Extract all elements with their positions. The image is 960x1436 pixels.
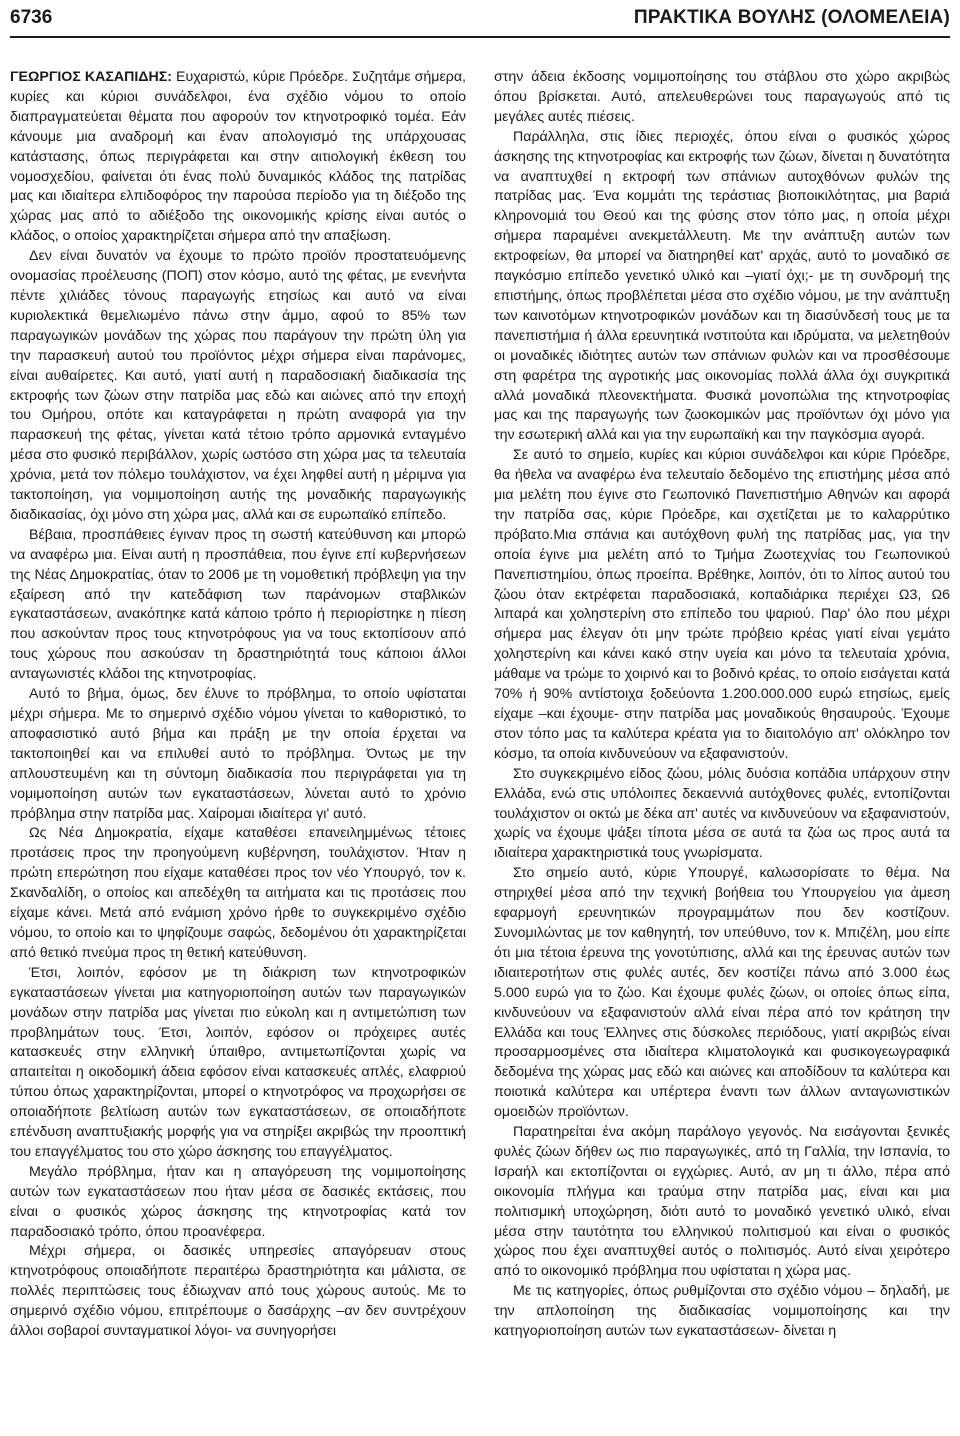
page-number: 6736 xyxy=(10,7,53,28)
paragraph: Με τις κατηγορίες, όπως ρυθμίζονται στο σχέδιο νόμου – δηλαδή, με την απλοποίηση της διαδικασίας νομιμοποίησης και την κατηγοριοποίηση αυτών των εγκαταστάσεων- δίνεται η xyxy=(494,1283,950,1340)
paragraph: Αυτό το βήμα, όμως, δεν έλυνε το πρόβλημα, το οποίο υφίσταται μέχρι σήμερα. Με το σημερινό σχέδιο νόμου γίνεται το καθοριστικό, το αποφασιστικό αυτό βήμα και πράξη με την οποία έρχεται να τακτοποιηθεί και να επιλυθεί αυτό το πρόβλημα. Όντως με την απλουστευμένη και τη σύντομη διαδικασία που περιγράφεται για τη νομιμοποίηση αυτών των εγκαταστάσεων, λύνεται αυτό το χρόνιο πρόβλημα στην πατρίδα μας. Χαίρομαι ιδιαίτερα γι' αυτό. xyxy=(10,686,466,822)
paragraph: Δεν είναι δυνατόν να έχουμε το πρώτο προϊόν προστατευόμενης ονομασίας προέλευσης (ΠΟΠ) στον κόσμο, αυτό της φέτας, με ενενήντα πέντε χιλιάδες τόνους παραγωγής ετησίως και αυτό να είναι κυριολεκτικά θεμελιωμένο πάνω στην άμμο, αφού το 85% των παραγωγικών μονάδων της χώρας που παράγουν την πρώτη ύλη για την παρασκευή αυτού του προϊόντος μέχρι σήμερα είναι παράνομες, είναι αυθαίρετες. Και αυτό, γιατί αυτή η παραδοσιακή διαδικασία της εκτροφής των ζώων στην πατρίδα μας εδώ και αιώνες από την εποχή του Ομήρου, οπότε και καταγράφεται η πρώτη αναφορά για την παρασκευή της φέτας, γίνεται κατά τέτοιο τρόπο αρμονικά ενταγμένο μέσα στο φυσικό περιβάλλον, χωρίς ωστόσο στη χώρα μας τα τελευταία χρόνια, μετά τον πόλεμο τουλάχιστον, να έχει ληφθεί αυτή η μέριμνα για τακτοποίηση, για νομιμοποίηση αυτής της μοναδικής παραγωγικής διαδικασίας, όχι μόνο στη χώρα μας, αλλά και σε ευρωπαϊκό επίπεδο. xyxy=(10,248,466,523)
page-header xyxy=(10,0,950,38)
speaker-paragraph xyxy=(10,68,466,247)
paragraph: Στο σημείο αυτό, κύριε Υπουργέ, καλωσορίσατε το θέμα. Να στηριχθεί μέσα από την τεχνική βοήθεια του Υπουργείου για άμεση εφαρμογή ερευνητικών προγραμμάτων που δεν κοστίζουν. Συνομιλώντας με τον καθηγητή, τον υπεύθυνο, τον κ. Μπιζέλη, μου είπε ότι μια τέτοια έρευνα της γονοτύπισης, αλλά και της έρευνας αυτών των ιδιαιτεροτήτων στις φυλές αυτές, δεν κοστίζει πάνω από 3.000 έως 5.000 ευρώ για το ζώο. Και έχουμε φυλές ζώων, οι οποίες όπως είπα, κινδυνεύουν να εξαφανιστούν αλλά είναι πέρα από τον κράτηση την Ελλάδα και τους Έλληνες στις δύσκολες περιόδους, γιατί ακριβώς είναι προσαρμοσμένες στα ιδιαίτερα κλιματολογικά και φυσικογεωγραφικά δεδομένα της χώρας μας εδώ και αιώνες και αποδίδουν τα καλύτερα και ποιοτικά καλύτερα και υπέρτερα έναντι των άλλων ανταγωνιστικών ομοειδών προϊόντων. xyxy=(494,865,950,1121)
paragraph: Παρατηρείται ένα ακόμη παράλογο γεγονός. Να εισάγονται ξενικές φυλές ζώων δήθεν ως πιο παραγωγικές, από τη Γαλλία, την Ισπανία, το Ισραήλ και εκτοπίζονται οι εγχώριες. Αυτό, αν μη τι άλλο, πέρα από οικονομία πλήγμα και τραύμα στην πατρίδα μας, είναι και μια πολιτισμική υποχώρηση, διότι αυτό το μοναδικό γενετικό υλικό, είναι μέσα στην ταυτότητα του ελληνικού πολιτισμού και είναι ο φυσικός χώρος που έχει αναπτυχθεί αυτός ο πολιτισμός. Αυτό είναι χειρότερο από το οικονομικό πρόβλημα που υφίσταται η χώρα μας. xyxy=(494,1124,950,1280)
paragraph: Βέβαια, προσπάθειες έγιναν προς τη σωστή κατεύθυνση και μπορώ να αναφέρω μια. Είναι αυτή η προσπάθεια, που έγινε επί κυβερνήσεων της Νέας Δημοκρατίας, όταν το 2006 με τη νομοθετική πρόβλεψη για την εξαίρεση από την κατεδάφιση των παράνομων σταβλικών εγκαταστάσεων, ανακόπηκε κατά κάποιο τρόπο ή περιορίστηκε η πίεση που ασκούνταν προς τους κτηνοτρόφους για να τους εκτοπίσουν από τους χώρους που ασκούσαν τη δραστηριότητά τους κάποιοι άλλοι ανταγωνιστές κλάδοι της κτηνοτροφίας. xyxy=(10,526,466,683)
speaker-name: ΓΕΩΡΓΙΟΣ ΚΑΣΑΠΙΔΗΣ: xyxy=(10,69,172,85)
running-head: ΠΡΑΚΤΙΚΑ ΒΟΥΛΗΣ (ΟΛΟΜΕΛΕΙΑ) xyxy=(633,7,950,28)
paragraph: Έτσι, λοιπόν, εφόσον με τη διάκριση των κτηνοτροφικών εγκαταστάσεων γίνεται μια κατηγοριοποίηση αυτών των παραγωγικών μονάδων στην πατρίδα μας γίνεται πιο εύκολη και η αντιμετώπιση των προβλημάτων τους. Έτσι, λοιπόν, εφόσον οι πρόχειρες αυτές κατασκευές στην ελληνική ύπαιθρο, αντιμετωπίζονται χωρίς να απαιτείται η οικοδομική άδεια εφόσον είναι κατασκευές απλές, ελαφριού τύπου όπως χαρακτηρίζονται, μπορεί ο κτηνοτρόφος να προχωρήσει σε οποιαδήποτε βελτίωση αυτών των εγκαταστάσεων, σε οποιαδήποτε επένδυση αναπτυξιακής μορφής για να στηρίξει ακριβώς την προοπτική του επαγγέλματος του στο χώρο άσκησης του επαγγέλματος. xyxy=(10,964,466,1160)
paragraph: Σε αυτό το σημείο, κυρίες και κύριοι συνάδελφοι και κύριε Πρόεδρε, θα ήθελα να αναφέρω ένα τελευταίο δεδομένο της επιστήμης μέσα από μια μελέτη που έγινε στο Γεωπονικό Πανεπιστήμιο Αθηνών και αφορά την πατρίδα σας, κύριε Πρόεδρε, και σχετίζεται με το καλαρρύτικο πρόβατο.Μια σπάνια και αυτόχθονη φυλή της πατρίδας μας, για την οποία έγινε μια μελέτη από το Τμήμα Ζωοτεχνίας του Γεωπονικού Πανεπιστημίου, όπως προείπα. Βρέθηκε, λοιπόν, ότι το λίπος αυτού του ζώου όταν εκτρέφεται παραδοσιακά, κοπαδιάρικα περιέχει Ω3, Ω6 λιπαρά και χοληστερίνη στο επίπεδο του ψαριού. Παρ' όλο που μέχρι σήμερα μας έλεγαν ότι μην τρώτε πρόβειο κρέας γιατί είναι γεμάτο χοληστερίνη και κάνει κακό στην υγεία και μόνο τα τελευταία χρόνια, μάθαμε να τρώμε το χοιρινό και το βοδινό κρέας, το οποίο εισάγεται κατά 70% ή 90% αντίστοιχα ξοδεύοντα 1.200.000.000 ευρώ ετησίως, εμείς είχαμε –και έχουμε- στην πατρίδα μας μοναδικούς θησαυρούς. Έχουμε στον τόπο μας τα καλύτερα κρέατα για το διαιτολόγιο απ' ολόκληρο τον κόσμο, τα οποία κινδυνεύουν να εξαφανιστούν. xyxy=(494,447,950,762)
right-column xyxy=(494,68,950,1342)
left-column xyxy=(10,68,466,1342)
paragraph: Στο συγκεκριμένο είδος ζώου, μόλις δυόσια κοπάδια υπάρχουν στην Ελλάδα, ενώ στις υπόλοιπες δεκαεννιά αυτόχθονες φυλές, εντοπίζονται τουλάχιστον οι οκτώ με δέκα απ' αυτές να κινδυνεύουν να εξαφανιστούν, χωρίς να έχουμε ψάξει τίποτα μέσα σε αυτά τα ζώα ως προς αυτά τα ιδιαίτερα χαρακτηριστικά τους γνωρίσματα. xyxy=(494,765,950,862)
speaker-opening-text: Ευχαριστώ, κύριε Πρόεδρε. Συζητάμε σήμερα, κυρίες και κύριοι συνάδελφοι, ένα σχέδιο νόμου το οποίο διαπραγματεύεται θέματα που αφορούν τον κτηνοτροφικό τομέα. Εάν κάνουμε μια αναδρομή και έναν απολογισμό της υπάρχουσας κατάστασης, όπως περιγράφεται και στην αιτιολογική έκθεση του νομοσχεδίου, φαίνεται ότι ένας πολύ δυναμικός κλάδος της πατρίδας μας και ιδιαίτερα ελπιδοφόρος την παρούσα περίοδο για τη διέξοδο της χώρας μας από το αδιέξοδο της οικονομικής κρίσης είναι αυτός ο κλάδος, ο οποίος χαρακτηρίζεται σήμερα από την απαξίωση. xyxy=(10,69,466,245)
paragraph: Ως Νέα Δημοκρατία, είχαμε καταθέσει επανειλημμένως τέτοιες προτάσεις προς την προηγούμενη κυβέρνηση, τουλάχιστον. Ήταν η πρώτη επερώτηση που είχαμε καταθέσει προς τον νέο Υπουργό, τον κ. Σκανδαλίδη, ο οποίος και απεδέχθη τα αιτήματα και τις προτάσεις που είχαμε κάνει. Μετά από ενάμιση χρόνο ήρθε το συγκεκριμένο σχέδιο νόμου, το οποίο και το ψηφίζουμε σαφώς, δεδομένου ότι χαρακτηρίζεται από θετικό πνεύμα προς τη θετική κατεύθυνση. xyxy=(10,825,466,961)
paragraph: Μεγάλο πρόβλημα, ήταν και η απαγόρευση της νομιμοποίησης αυτών των εγκαταστάσεων που ήταν μέσα σε δασικές εκτάσεις, που είναι ο φυσικός χώρος άσκησης της κτηνοτροφίας κατά τον παραδοσιακό τρόπο, όπου προανέφερα. xyxy=(10,1163,466,1240)
paragraph: Μέχρι σήμερα, οι δασικές υπηρεσίες απαγόρευαν στους κτηνοτρόφους οποιαδήποτε περαιτέρω δραστηριότητα και μάλιστα, σε πολλές περιπτώσεις τους έδιωχναν από τους χώρους αυτούς. Με το σημερινό σχέδιο νόμου, επιτρέπουμε ο δασάρχης –αν δεν συντρέχουν άλλοι σοβαροί συνταγματικοί λόγοι- να συνηγορήσει xyxy=(10,1243,466,1340)
paragraph-continued: στην άδεια έκδοσης νομιμοποίησης του στάβλου στο χώρο ακριβώς όπου βρίσκεται. Αυτό, απελευθερώνει τους παραγωγούς από τις μεγάλες αυτές πιέσεις. xyxy=(494,69,950,125)
paragraph: Παράλληλα, στις ίδιες περιοχές, όπου είναι ο φυσικός χώρος άσκησης της κτηνοτροφίας και εκτροφής των ζώων, δίνεται η δυνατότητα να αναπτυχθεί η εκτροφή των σπάνιων αυτοχθόνων φυλών της πατρίδας μας. Ένα κομμάτι της τεράστιας βιοποικιλότητας, μια βαριά κληρονομιά του Θεού και της φύσης στον τόπο μας, η οποία μέχρι σήμερα παραμένει ανεκμετάλλευτη. Με την ανάπτυξη αυτών των εκτροφείων, θα μπορεί να διατηρηθεί κατ' αρχάς, αυτό το μοναδικό σε παγκόσμιο επίπεδο γενετικό υλικό και –γιατί όχι;- με τη συνδρομή της επιστήμης, όπως προβλέπεται μέσα στο σχέδιο νόμου, με την ανάπτυξη των καινοτόμων κτηνοτροφικών μονάδων και τη διασύνδεσή τους με τα πανεπιστήμια ή άλλα ερευνητικά ινστιτούτα και ιδρύματα, να μελετηθούν οι μοναδικές ιδιότητες αυτών των σπάνιων φυλών και να προσθέσουμε στη φαρέτρα της αγροτικής μας οικονομίας πολλά άλλα όχι συγκριτικά αλλά μοναδικά πλεονεκτήματα. Φυσικά μονοπώλια της κτηνοτροφίας μας και της παραγωγής των ζωοκομικών μας προϊόντων όχι μόνο για την εσωτερική αλλά και για την ευρωπαϊκή και την παγκόσμια αγορά. xyxy=(494,128,950,444)
